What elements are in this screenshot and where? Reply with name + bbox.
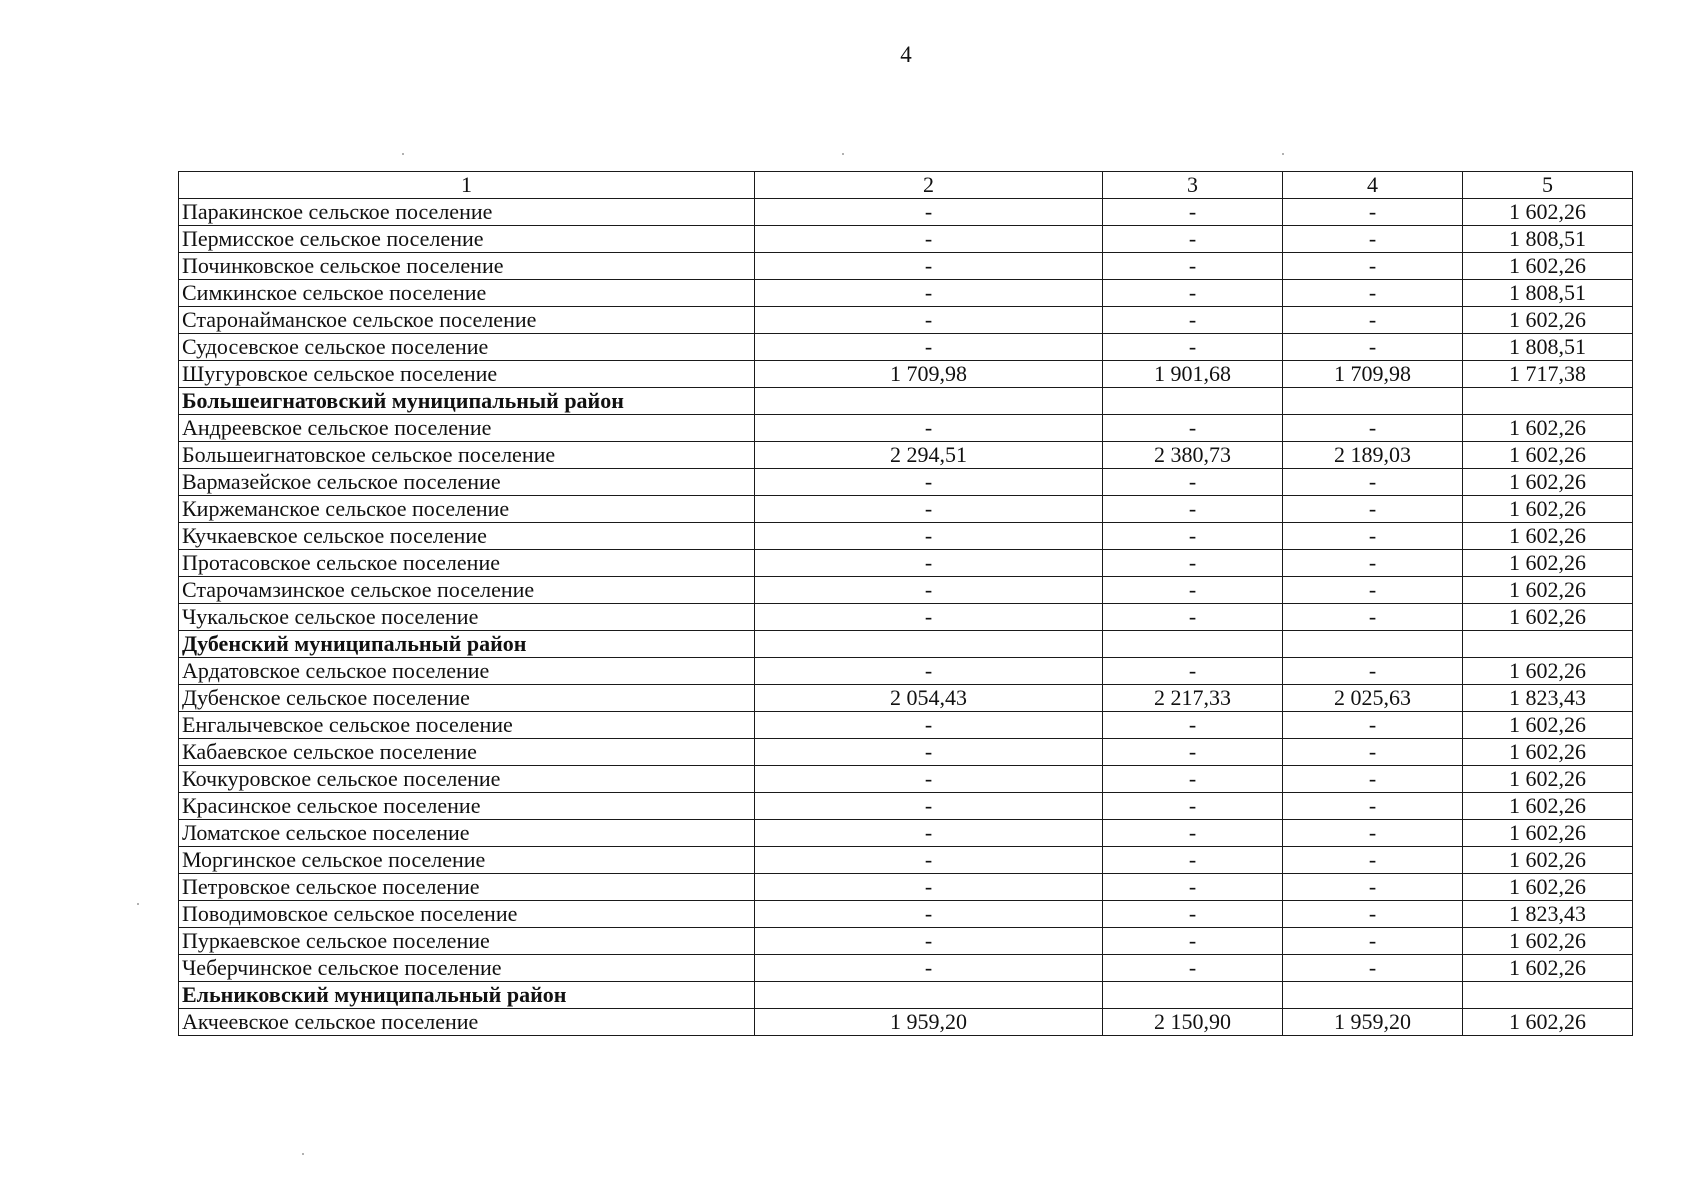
value-cell: -: [755, 739, 1103, 766]
value-cell: -: [1283, 415, 1463, 442]
value-cell: 1 602,26: [1463, 469, 1633, 496]
value-cell: [1103, 388, 1283, 415]
scan-speck: [1282, 153, 1284, 155]
value-cell: [1283, 388, 1463, 415]
value-cell: 2 380,73: [1103, 442, 1283, 469]
value-cell: -: [1283, 847, 1463, 874]
value-cell: -: [1103, 901, 1283, 928]
settlement-name-cell: Ломатское сельское поселение: [179, 820, 755, 847]
table-row: [179, 685, 1633, 712]
settlement-name-cell: Андреевское сельское поселение: [179, 415, 755, 442]
value-cell: 2 025,63: [1283, 685, 1463, 712]
value-cell: -: [1103, 604, 1283, 631]
value-cell: -: [1283, 469, 1463, 496]
value-cell: -: [1283, 766, 1463, 793]
value-cell: 1 602,26: [1463, 928, 1633, 955]
table-row: [179, 793, 1633, 820]
value-cell: -: [1103, 334, 1283, 361]
settlement-name-cell: Акчеевское сельское поселение: [179, 1009, 755, 1036]
value-cell: -: [1103, 766, 1283, 793]
value-cell: -: [1283, 253, 1463, 280]
value-cell: -: [1103, 577, 1283, 604]
value-cell: 1 901,68: [1103, 361, 1283, 388]
value-cell: [1103, 631, 1283, 658]
value-cell: [1463, 388, 1633, 415]
value-cell: -: [755, 280, 1103, 307]
value-cell: -: [755, 523, 1103, 550]
value-cell: -: [1283, 307, 1463, 334]
table-body: [179, 199, 1633, 1036]
value-cell: 2 217,33: [1103, 685, 1283, 712]
district-header-row: [179, 982, 1633, 1009]
value-cell: -: [755, 469, 1103, 496]
value-cell: [1283, 982, 1463, 1009]
table-row: [179, 253, 1633, 280]
value-cell: -: [1283, 226, 1463, 253]
settlement-name-cell: Вармазейское сельское поселение: [179, 469, 755, 496]
table-row: [179, 550, 1633, 577]
column-header: 3: [1103, 172, 1283, 199]
value-cell: -: [1103, 226, 1283, 253]
value-cell: -: [1283, 901, 1463, 928]
value-cell: 1 602,26: [1463, 496, 1633, 523]
settlement-name-cell: Дубенское сельское поселение: [179, 685, 755, 712]
settlement-name-cell: Енгалычевское сельское поселение: [179, 712, 755, 739]
value-cell: 1 602,26: [1463, 253, 1633, 280]
scan-speck: [137, 903, 139, 905]
value-cell: 1 602,26: [1463, 415, 1633, 442]
value-cell: [755, 982, 1103, 1009]
settlement-name-cell: Симкинское сельское поселение: [179, 280, 755, 307]
value-cell: 1 602,26: [1463, 658, 1633, 685]
value-cell: 1 808,51: [1463, 226, 1633, 253]
value-cell: -: [1283, 793, 1463, 820]
value-cell: -: [1283, 874, 1463, 901]
table-row: [179, 604, 1633, 631]
value-cell: -: [1283, 496, 1463, 523]
value-cell: -: [1103, 793, 1283, 820]
value-cell: [1463, 982, 1633, 1009]
value-cell: [1283, 631, 1463, 658]
value-cell: -: [755, 901, 1103, 928]
value-cell: -: [755, 199, 1103, 226]
table-row: [179, 415, 1633, 442]
value-cell: -: [1103, 307, 1283, 334]
settlement-name-cell: Судосевское сельское поселение: [179, 334, 755, 361]
settlement-name-cell: Пуркаевское сельское поселение: [179, 928, 755, 955]
value-cell: 2 054,43: [755, 685, 1103, 712]
table-row: [179, 226, 1633, 253]
value-cell: -: [755, 604, 1103, 631]
settlement-name-cell: Кабаевское сельское поселение: [179, 739, 755, 766]
settlement-name-cell: Починковское сельское поселение: [179, 253, 755, 280]
value-cell: 1 602,26: [1463, 199, 1633, 226]
value-cell: 1 823,43: [1463, 901, 1633, 928]
value-cell: -: [1103, 253, 1283, 280]
value-cell: 1 602,26: [1463, 442, 1633, 469]
settlement-name-cell: Чеберчинское сельское поселение: [179, 955, 755, 982]
settlement-name-cell: Петровское сельское поселение: [179, 874, 755, 901]
settlement-name-cell: Моргинское сельское поселение: [179, 847, 755, 874]
table-row: [179, 199, 1633, 226]
table-row: [179, 820, 1633, 847]
table-row: [179, 442, 1633, 469]
settlement-name-cell: Паракинское сельское поселение: [179, 199, 755, 226]
settlement-name-cell: Киржеманское сельское поселение: [179, 496, 755, 523]
value-cell: -: [755, 334, 1103, 361]
settlement-name-cell: Ардатовское сельское поселение: [179, 658, 755, 685]
settlement-name-cell: Ельниковский муниципальный район: [179, 982, 755, 1009]
value-cell: [755, 388, 1103, 415]
value-cell: -: [755, 955, 1103, 982]
value-cell: 1 709,98: [755, 361, 1103, 388]
data-table: [178, 171, 1633, 1036]
value-cell: -: [755, 658, 1103, 685]
value-cell: -: [1283, 604, 1463, 631]
settlement-name-cell: Кучкаевское сельское поселение: [179, 523, 755, 550]
value-cell: 2 294,51: [755, 442, 1103, 469]
value-cell: -: [1103, 199, 1283, 226]
settlement-name-cell: Поводимовское сельское поселение: [179, 901, 755, 928]
value-cell: -: [1103, 496, 1283, 523]
value-cell: -: [1283, 712, 1463, 739]
value-cell: -: [1283, 334, 1463, 361]
value-cell: 1 602,26: [1463, 739, 1633, 766]
column-header: 5: [1463, 172, 1633, 199]
value-cell: 1 602,26: [1463, 577, 1633, 604]
district-header-row: [179, 388, 1633, 415]
value-cell: -: [755, 550, 1103, 577]
settlement-name-cell: Красинское сельское поселение: [179, 793, 755, 820]
value-cell: -: [755, 415, 1103, 442]
value-cell: -: [755, 307, 1103, 334]
value-cell: 2 150,90: [1103, 1009, 1283, 1036]
table-row: [179, 523, 1633, 550]
value-cell: 1 602,26: [1463, 523, 1633, 550]
settlement-name-cell: Большеигнатовский муниципальный район: [179, 388, 755, 415]
value-cell: -: [755, 712, 1103, 739]
table-row: [179, 739, 1633, 766]
settlement-name-cell: Дубенский муниципальный район: [179, 631, 755, 658]
district-header-row: [179, 631, 1633, 658]
settlement-name-cell: Кочкуровское сельское поселение: [179, 766, 755, 793]
value-cell: 1 823,43: [1463, 685, 1633, 712]
settlement-name-cell: Шугуровское сельское поселение: [179, 361, 755, 388]
value-cell: 1 602,26: [1463, 847, 1633, 874]
settlement-name-cell: Старонайманское сельское поселение: [179, 307, 755, 334]
value-cell: -: [755, 226, 1103, 253]
value-cell: -: [1103, 820, 1283, 847]
table-row: [179, 847, 1633, 874]
value-cell: 1 808,51: [1463, 334, 1633, 361]
value-cell: -: [755, 496, 1103, 523]
column-header: 1: [179, 172, 755, 199]
value-cell: [1103, 982, 1283, 1009]
column-header: 2: [755, 172, 1103, 199]
value-cell: -: [1103, 658, 1283, 685]
value-cell: 1 717,38: [1463, 361, 1633, 388]
value-cell: -: [1103, 955, 1283, 982]
value-cell: -: [1103, 523, 1283, 550]
column-header: 4: [1283, 172, 1463, 199]
value-cell: -: [1283, 523, 1463, 550]
value-cell: -: [1103, 739, 1283, 766]
settlement-name-cell: Пермисское сельское поселение: [179, 226, 755, 253]
settlement-name-cell: Большеигнатовское сельское поселение: [179, 442, 755, 469]
table-header-row: [179, 172, 1633, 199]
scan-speck: [402, 153, 404, 155]
table-row: [179, 577, 1633, 604]
value-cell: -: [1103, 928, 1283, 955]
table-row: [179, 901, 1633, 928]
value-cell: 2 189,03: [1283, 442, 1463, 469]
value-cell: -: [755, 928, 1103, 955]
value-cell: -: [1283, 577, 1463, 604]
value-cell: -: [755, 577, 1103, 604]
settlement-name-cell: Протасовское сельское поселение: [179, 550, 755, 577]
table-row: [179, 766, 1633, 793]
value-cell: -: [1103, 469, 1283, 496]
value-cell: 1 602,26: [1463, 307, 1633, 334]
value-cell: -: [755, 847, 1103, 874]
value-cell: 1 709,98: [1283, 361, 1463, 388]
table-row: [179, 874, 1633, 901]
value-cell: -: [1103, 712, 1283, 739]
value-cell: -: [1283, 739, 1463, 766]
value-cell: -: [755, 820, 1103, 847]
value-cell: 1 959,20: [1283, 1009, 1463, 1036]
table-row: [179, 658, 1633, 685]
table-row: [179, 496, 1633, 523]
table-row: [179, 712, 1633, 739]
table-row: [179, 307, 1633, 334]
table-row: [179, 280, 1633, 307]
value-cell: -: [755, 766, 1103, 793]
value-cell: 1 602,26: [1463, 604, 1633, 631]
value-cell: -: [1283, 199, 1463, 226]
value-cell: -: [1283, 955, 1463, 982]
scan-speck: [842, 153, 844, 155]
value-cell: 1 602,26: [1463, 820, 1633, 847]
table-row: [179, 469, 1633, 496]
value-cell: 1 602,26: [1463, 712, 1633, 739]
value-cell: -: [1103, 280, 1283, 307]
value-cell: -: [1103, 415, 1283, 442]
value-cell: -: [755, 253, 1103, 280]
table-row: [179, 334, 1633, 361]
table-row: [179, 928, 1633, 955]
value-cell: -: [755, 793, 1103, 820]
value-cell: 1 959,20: [755, 1009, 1103, 1036]
scan-speck: [302, 1153, 304, 1155]
page-number: 4: [900, 42, 912, 67]
table-row: [179, 955, 1633, 982]
value-cell: -: [1283, 550, 1463, 577]
value-cell: -: [1103, 847, 1283, 874]
table-row: [179, 1009, 1633, 1036]
value-cell: -: [1283, 820, 1463, 847]
value-cell: [1463, 631, 1633, 658]
settlement-name-cell: Старочамзинское сельское поселение: [179, 577, 755, 604]
value-cell: 1 602,26: [1463, 1009, 1633, 1036]
value-cell: 1 602,26: [1463, 793, 1633, 820]
value-cell: 1 602,26: [1463, 955, 1633, 982]
value-cell: 1 602,26: [1463, 766, 1633, 793]
value-cell: 1 602,26: [1463, 874, 1633, 901]
value-cell: -: [1283, 658, 1463, 685]
value-cell: 1 808,51: [1463, 280, 1633, 307]
table-row: [179, 361, 1633, 388]
value-cell: -: [1103, 550, 1283, 577]
value-cell: [755, 631, 1103, 658]
value-cell: -: [1283, 280, 1463, 307]
value-cell: -: [755, 874, 1103, 901]
value-cell: -: [1283, 928, 1463, 955]
value-cell: -: [1103, 874, 1283, 901]
value-cell: 1 602,26: [1463, 550, 1633, 577]
settlement-name-cell: Чукальское сельское поселение: [179, 604, 755, 631]
